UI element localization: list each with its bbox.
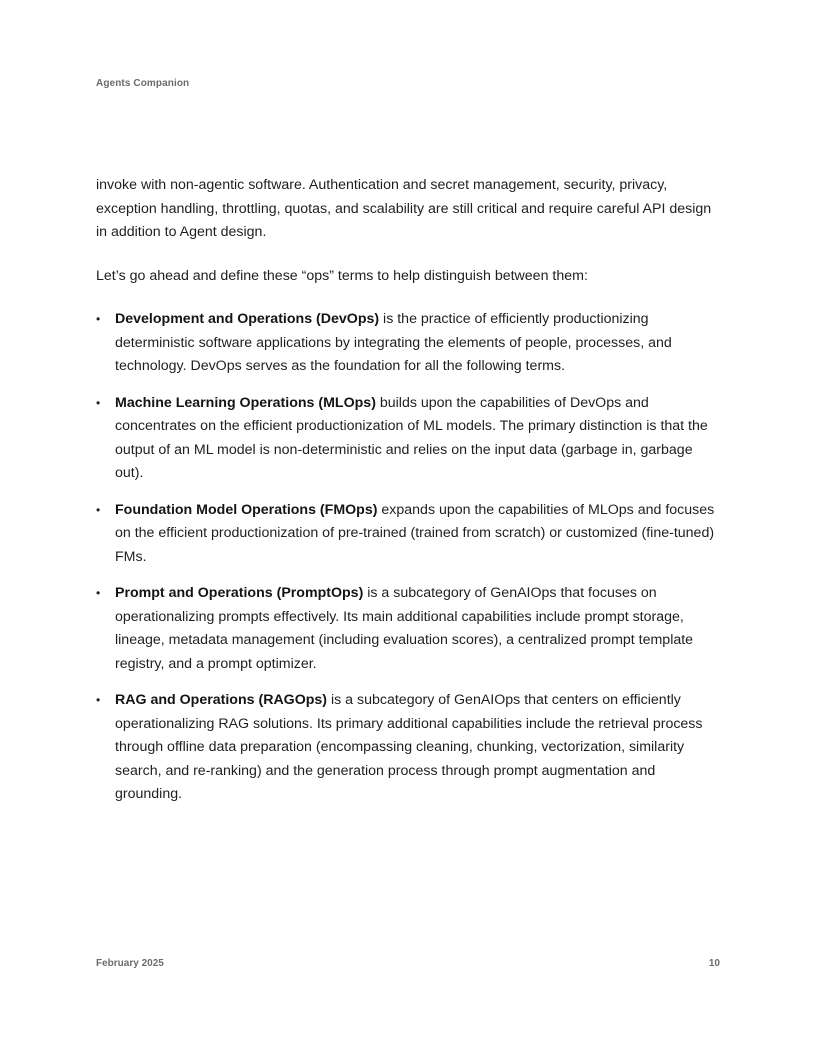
bullet-icon: • — [96, 586, 101, 600]
lead-in-paragraph: Let’s go ahead and define these “ops” terms to help distinguish between them: — [96, 267, 588, 284]
definition-mlops: builds upon the capabilities of DevOps and concentrates on the efficient productionization of ML models. The primary distinction is that the output of an ML model is non-deterministic and relies on the input data (garbage in, garbage out). — [115, 394, 708, 481]
term-promptops: Prompt and Operations (PromptOps) — [115, 585, 364, 601]
main-content — [96, 174, 722, 820]
bullet-icon: • — [96, 693, 101, 707]
list-item-promptops — [96, 582, 722, 676]
term-mlops: Machine Learning Operations (MLOps) — [115, 394, 376, 411]
term-devops: Development and Operations (DevOps) — [115, 311, 380, 327]
list-item-fmops — [96, 499, 722, 570]
bullet-icon: • — [96, 395, 101, 410]
bullet-icon: • — [96, 312, 101, 326]
definition-ragops: is a subcategory of GenAIOps that centers on efficiently operationalizing RAG solutions. Its primary additional capabilities include the retrieval process through offline data preparation (encompassing cleaning, chunking, vectorization, similarity search, and re-ranking) and the generation process through prompt augmentation and grounding. — [115, 692, 703, 802]
definition-fmops: expands upon the capabilities of MLOps and focuses on the efficient productionization of pre-trained (trained from scratch) or customized (fine-tuned) FMs. — [115, 501, 715, 565]
page-number: 10 — [708, 958, 720, 969]
bullet-icon: • — [96, 502, 101, 517]
running-header: Agents Companion — [96, 78, 190, 89]
term-ragops: RAG and Operations (RAGOps) — [115, 692, 328, 708]
ops-definitions-list — [96, 308, 722, 807]
term-fmops: Foundation Model Operations (FMOps) — [115, 501, 378, 518]
intro-paragraph: invoke with non-agentic software. Authentication and secret management, security, privacy, exception handling, throttling, quotas, and scalability are still critical and require careful API design in addition to Agent design. — [96, 177, 712, 240]
definition-devops: is the practice of efficiently productionizing deterministic software applications by integrating the elements of people, processes, and technology. DevOps serves as the foundation for all the following terms. — [115, 311, 672, 374]
footer-date: February 2025 — [96, 958, 164, 969]
list-item-devops — [96, 308, 722, 379]
list-item-ragops — [96, 689, 722, 807]
definition-promptops: is a subcategory of GenAIOps that focuses on operationalizing prompts effectively. Its main additional capabilities include prompt storage, lineage, metadata management (including evaluation scores), a centralized prompt template registry, and a prompt optimizer. — [115, 585, 694, 672]
list-item-mlops — [96, 392, 722, 486]
